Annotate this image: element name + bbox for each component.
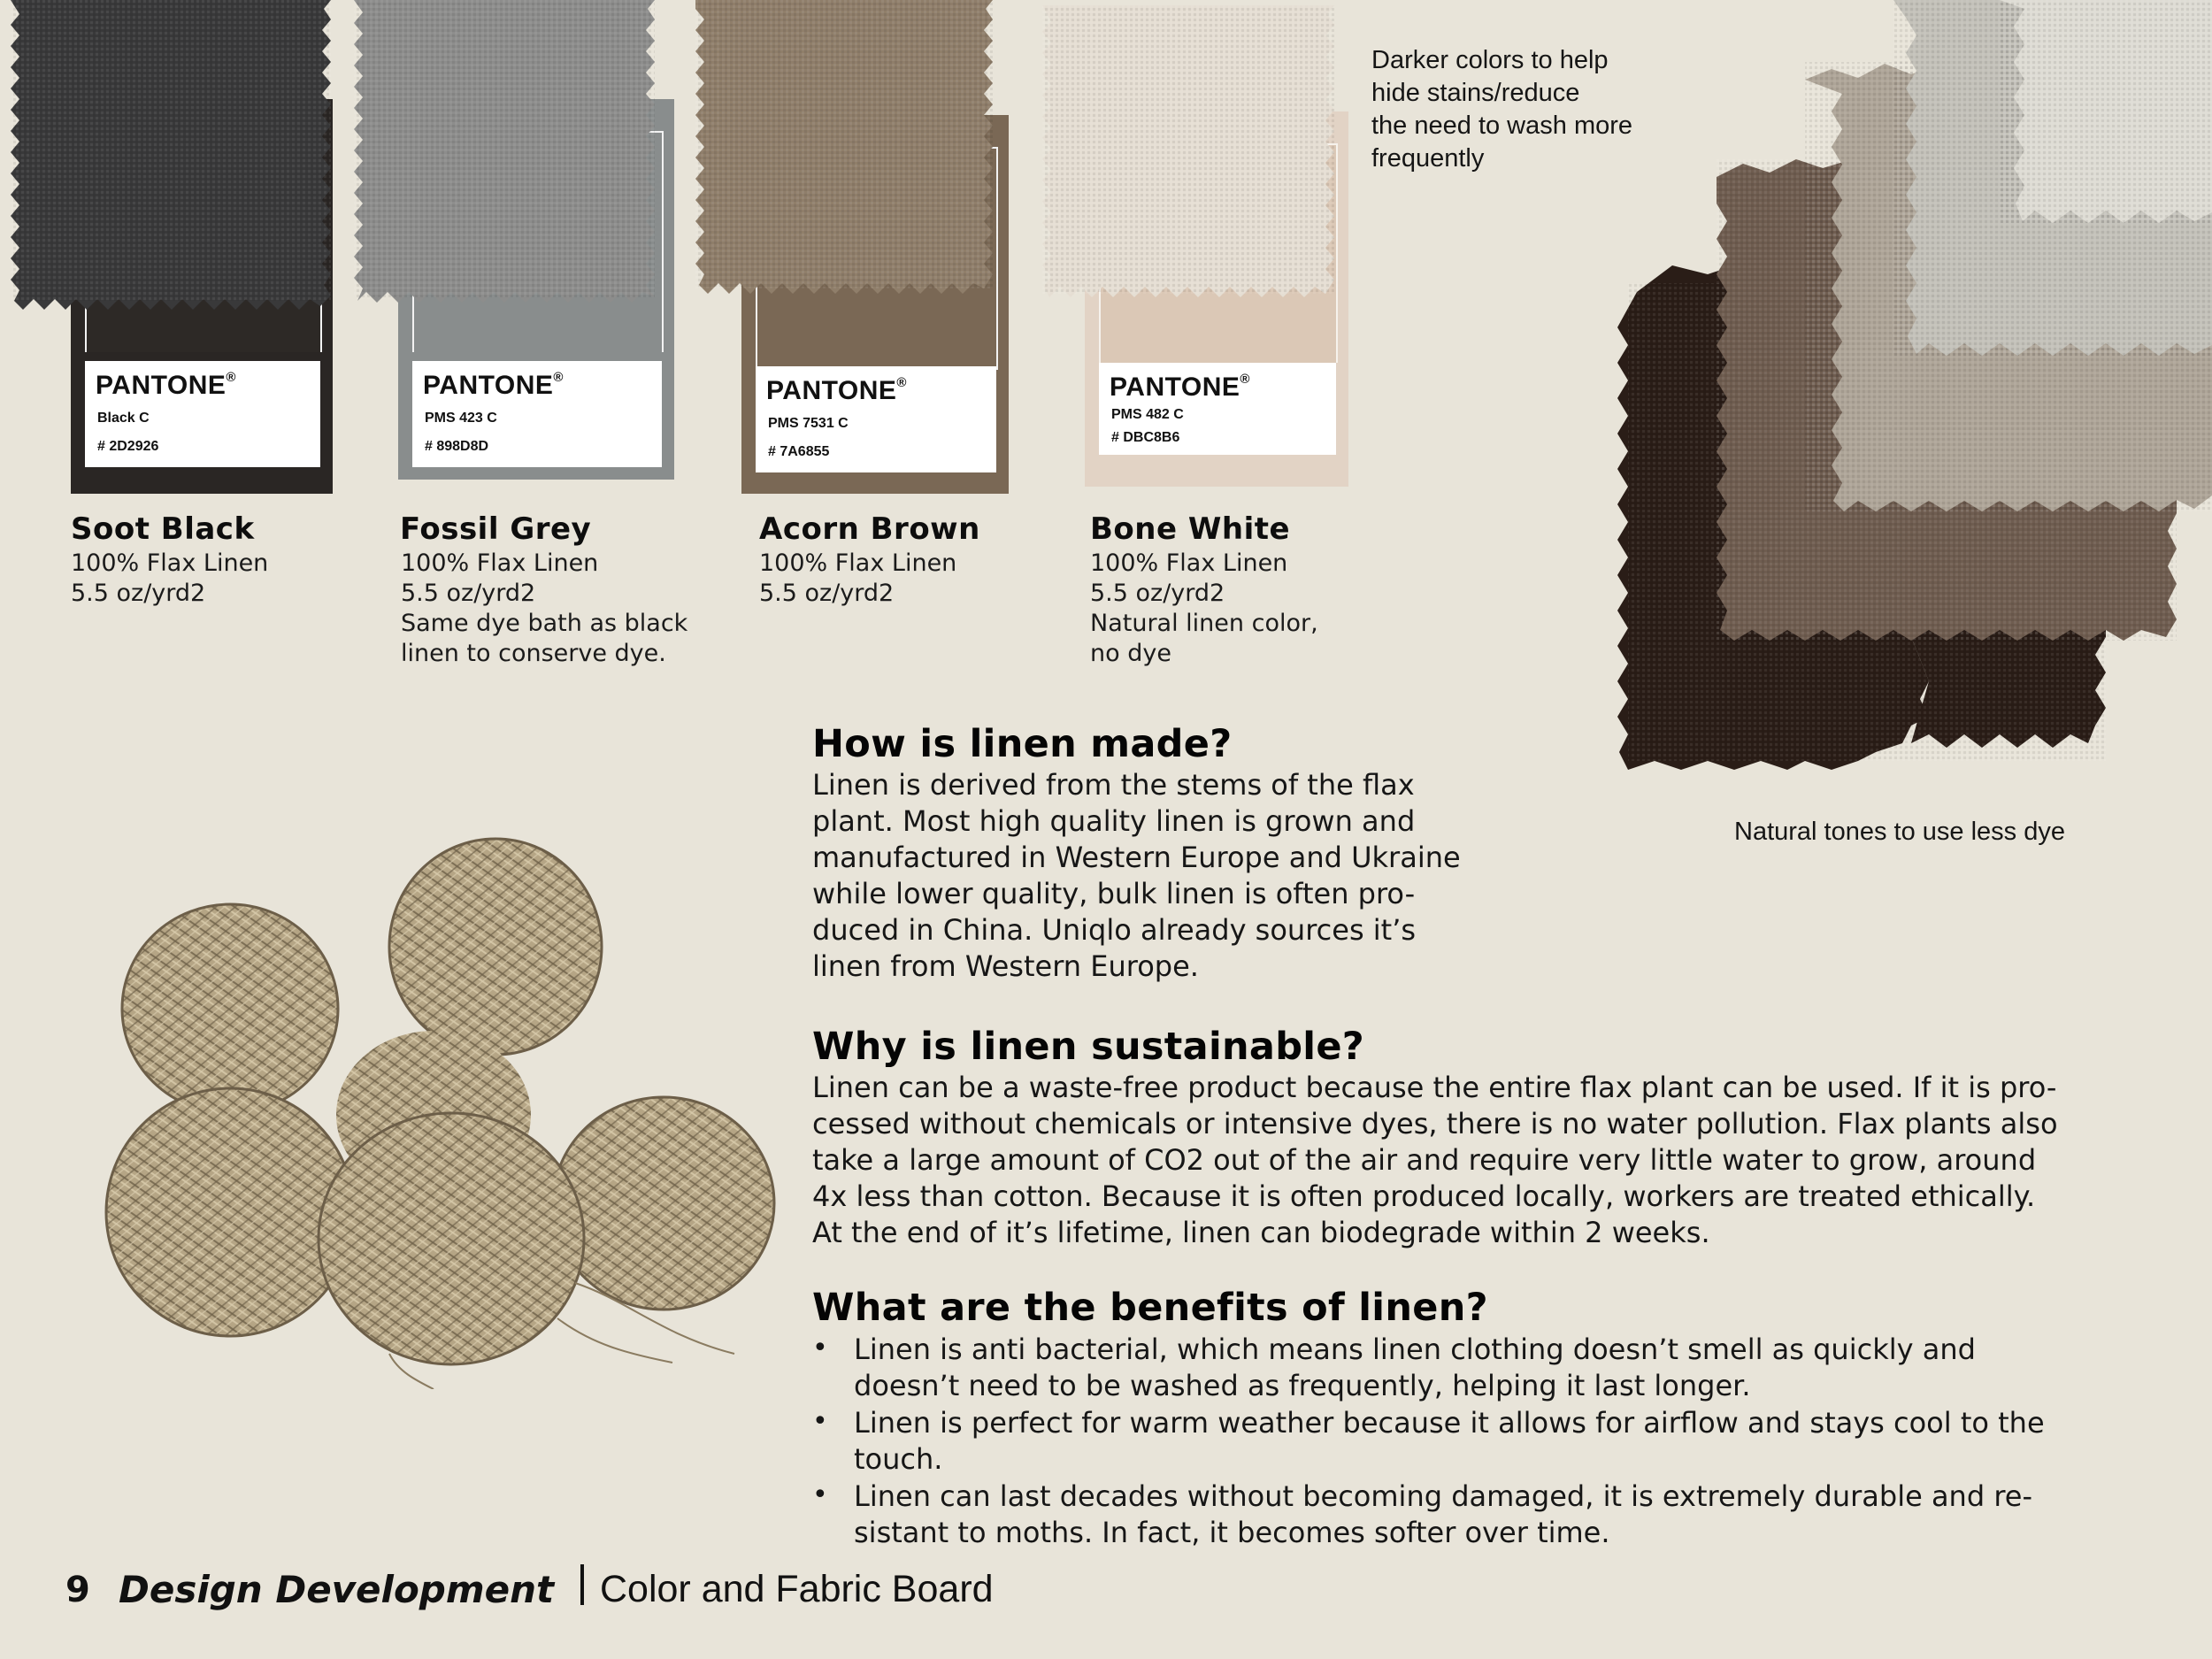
swatch-name-bone-white: Bone White xyxy=(1090,511,1291,547)
pantone-label xyxy=(412,361,662,467)
pantone-code: PMS 482 C xyxy=(1111,407,1184,422)
swatch-detail: 5.5 oz/yrd2 xyxy=(401,580,536,607)
section-heading-made: How is linen made? xyxy=(812,722,1233,766)
bullet-marker: • xyxy=(812,1333,828,1363)
pantone-label xyxy=(756,366,996,472)
fabric-sample-black xyxy=(11,0,331,319)
pantone-label xyxy=(85,361,320,467)
pantone-brand: PANTONE® xyxy=(96,370,236,400)
twine-balls-photo xyxy=(97,823,779,1389)
pantone-label xyxy=(1099,363,1336,455)
bullet-marker: • xyxy=(812,1479,828,1510)
pantone-brand: PANTONE® xyxy=(1110,372,1250,402)
benefit-item: Linen can last decades without becoming damaged, it is extremely durable and re- sistant to moths. In fact, it becomes softer over time. xyxy=(854,1479,2032,1549)
pantone-code: PMS 423 C xyxy=(425,411,497,426)
swatch-detail: 100% Flax Linen xyxy=(401,549,599,577)
fabric-sample-white xyxy=(1042,5,1334,301)
swatch-detail: 5.5 oz/yrd2 xyxy=(759,580,895,607)
fabric-sample-grey xyxy=(354,0,655,310)
pantone-code: PMS 7531 C xyxy=(768,416,849,431)
section-body-sustainable: Linen can be a waste-free product because the entire flax plant can be used. If it is pro- cessed without chemicals or intensive dyes, there is no water pollution. Flax plants also take a large amount of CO2 out of the air and require very little water to grow, around 4x less than cotton. Because it is often produced locally, workers are treated ethically. At the end of it’s lifetime, linen can biodegrade within 2 weeks. xyxy=(812,1071,2058,1249)
footer-subtitle: Color and Fabric Board xyxy=(600,1568,994,1610)
swatch-detail: linen to conserve dye. xyxy=(401,640,666,667)
footer-divider xyxy=(580,1564,584,1605)
footer-title: Design Development xyxy=(119,1568,555,1611)
swatch-detail: Same dye bath as black xyxy=(401,610,688,637)
swatch-detail: 100% Flax Linen xyxy=(759,549,957,577)
swatch-name-acorn-brown: Acorn Brown xyxy=(759,511,980,547)
hex-code: # 898D8D xyxy=(425,439,489,454)
swatch-detail: no dye xyxy=(1090,640,1171,667)
hex-code: # 7A6855 xyxy=(768,444,830,459)
fabric-sample-brown xyxy=(695,0,993,301)
stacked-linen-fabrics-photo xyxy=(1610,0,2212,779)
darker-colors-note: Darker colors to help hide stains/reduce the need to wash more frequently xyxy=(1371,46,1633,173)
hex-code: # DBC8B6 xyxy=(1111,430,1180,445)
section-heading-benefits: What are the benefits of linen? xyxy=(812,1286,1488,1330)
section-heading-sustainable: Why is linen sustainable? xyxy=(812,1025,1365,1069)
swatch-detail: 100% Flax Linen xyxy=(71,549,269,577)
pantone-brand: PANTONE® xyxy=(766,375,907,405)
pantone-brand: PANTONE® xyxy=(423,370,564,400)
natural-tones-note: Natural tones to use less dye xyxy=(1734,818,2065,846)
swatch-detail: Natural linen color, xyxy=(1090,610,1318,637)
benefit-item: Linen is anti bacterial, which means linen clothing doesn’t smell as quickly and doesn’t need to be washed as frequently, helping it last longer. xyxy=(854,1333,1976,1402)
swatch-detail: 100% Flax Linen xyxy=(1090,549,1288,577)
swatch-detail: 5.5 oz/yrd2 xyxy=(71,580,206,607)
swatch-name-fossil-grey: Fossil Grey xyxy=(400,511,592,547)
swatch-name-soot-black: Soot Black xyxy=(71,511,255,547)
bullet-marker: • xyxy=(812,1406,828,1437)
section-body-made: Linen is derived from the stems of the flax plant. Most high quality linen is grown and manufactured in Western Europe and Ukraine while lower quality, bulk linen is often pro- duced in China. Uniqlo already sources it’s linen from Western Europe. xyxy=(812,768,1461,983)
swatch-detail: 5.5 oz/yrd2 xyxy=(1090,580,1225,607)
hex-code: # 2D2926 xyxy=(97,439,159,454)
pantone-code: Black C xyxy=(97,411,150,426)
page-number: 9 xyxy=(65,1570,90,1610)
benefit-item: Linen is perfect for warm weather because it allows for airflow and stays cool to the touch. xyxy=(854,1406,2045,1476)
